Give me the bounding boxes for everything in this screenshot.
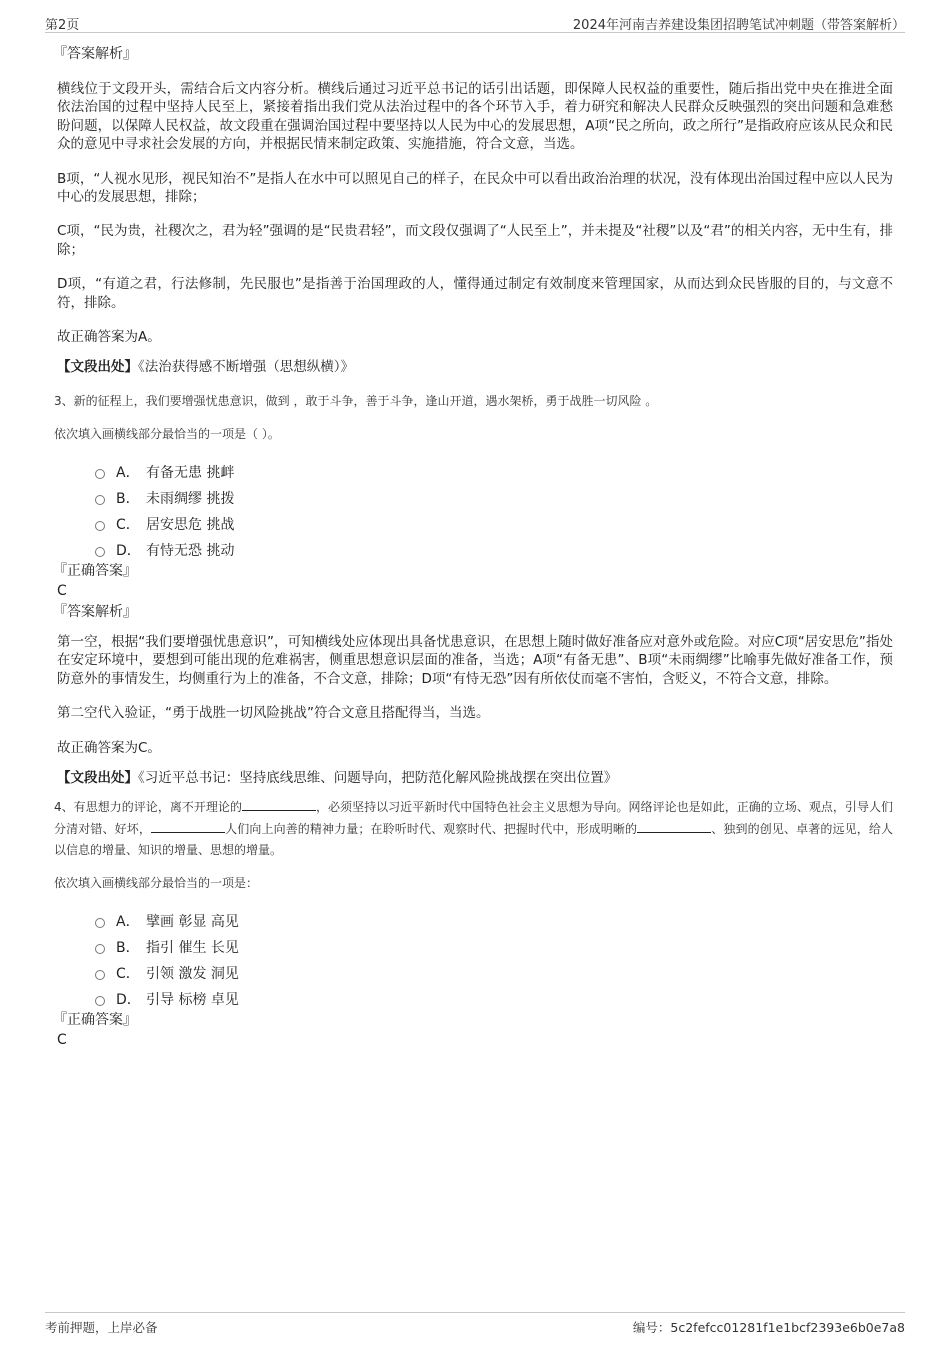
page-footer <box>45 1312 905 1335</box>
q2-analysis-paragraph: D项，“有道之君，行法修制，先民服也”是指善于治国理政的人，懂得通过制定有效制度来管理国家，从而达到众民皆服的目的，与文意不符，排除。 <box>57 276 893 311</box>
radio-icon[interactable] <box>95 469 105 479</box>
page-number: 第2页 <box>45 18 80 33</box>
q3-correct-label: 『正确答案』 <box>53 562 137 579</box>
option-a[interactable]: A． 有备无患 挑衅 <box>95 459 893 485</box>
q2-source-text: 《法治获得感不断增强（思想纵横）》 <box>138 359 354 376</box>
option-a[interactable]: A． 擘画 彰显 高见 <box>95 908 893 934</box>
q4-correct-value: C <box>57 1031 67 1048</box>
q3-source <box>57 769 893 788</box>
page-header <box>45 10 905 33</box>
option-b[interactable]: B． 指引 催生 长见 <box>95 934 893 960</box>
document-title: 2024年河南吉养建设集团招聘笔试冲刺题（带答案解析） <box>572 18 905 33</box>
radio-icon[interactable] <box>95 918 105 928</box>
q3-options <box>95 459 893 563</box>
q3-stem: 3、新的征程上，我们要增强忧患意识，做到 ，敢于斗争，善于斗争，逢山开道，遇水架桥，勇于战胜一切风险 。 <box>54 394 658 409</box>
q4-instruction: 依次填入画横线部分最恰当的一项是： <box>54 875 259 890</box>
option-b[interactable]: B． 未雨绸缪 挑拨 <box>95 485 893 511</box>
q2-analysis-paragraph: 横线位于文段开头，需结合后文内容分析。横线后通过习近平总书记的话引出话题，即保障人民权益的重要性，随后指出党中央在推进全面依法治国的过程中坚持人民至上，紧接着指出我们党从法治过程中的各个环节入手，着力研究和解决人民群众反映强烈的突出问题和急难愁盼问题，以保障人民权益，故文段重在强调治国过程中要坚持以人民为中心的发展思想，A项“民之所向，政之所行”是指政府应该从民众和民众的意见中寻求社会发展的方向，并根据民情来制定政策、实施措施，符合文意，当选。 <box>57 81 893 153</box>
page-content <box>53 44 893 1049</box>
q4-options <box>95 908 893 1012</box>
fill-blank <box>242 798 316 811</box>
q2-analysis-label: 『答案解析』 <box>53 46 137 62</box>
option-d[interactable]: D． 引导 标榜 卓见 <box>95 986 893 1012</box>
radio-icon[interactable] <box>95 970 105 980</box>
option-d[interactable]: D． 有恃无恐 挑动 <box>95 537 893 563</box>
q3-analysis-paragraph: 第二空代入验证，“勇于战胜一切风险挑战”符合文意且搭配得当，当选。 <box>57 705 490 722</box>
radio-icon[interactable] <box>95 521 105 531</box>
q3-source-text: 《习近平总书记：坚持底线思维、问题导向，把防范化解风险挑战摆在突出位置》 <box>138 770 618 786</box>
q2-analysis-paragraph: C项，“民为贵，社稷次之，君为轻”强调的是“民贵君轻”，而文段仅强调了“人民至上”，并未提及“社稷”以及“君”的相关内容，无中生有，排除； <box>57 223 893 258</box>
radio-icon[interactable] <box>95 547 105 557</box>
q3-analysis-label: 『答案解析』 <box>53 603 137 620</box>
q3-source-label: 【文段出处】 <box>57 770 138 786</box>
q4-correct-label: 『正确答案』 <box>53 1011 137 1028</box>
footer-serial: 编号：5c2fefcc01281f1e1bcf2393e6b0e7a8 <box>632 1320 905 1335</box>
option-c[interactable]: C． 引领 激发 洞见 <box>95 960 893 986</box>
fill-blank <box>637 820 711 833</box>
radio-icon[interactable] <box>95 944 105 954</box>
radio-icon[interactable] <box>95 996 105 1006</box>
q2-source <box>57 358 893 377</box>
radio-icon[interactable] <box>95 495 105 505</box>
q2-source-label: 【文段出处】 <box>57 359 138 376</box>
footer-slogan: 考前押题，上岸必备 <box>45 1320 158 1335</box>
q3-conclusion: 故正确答案为C。 <box>57 739 161 756</box>
q3-analysis-paragraph: 第一空，根据“我们要增强忧患意识”，可知横线处应体现出具备忧患意识，在思想上随时做好准备应对意外或危险。对应C项“居安思危”指处在安定环境中，要想到可能出现的危难祸害，侧重思想意识层面的准备，当选；A项“有备无患”、B项“未雨绸缪”比喻事先做好准备工作，预防意外的事情发生，均侧重行为上的准备，不合文意，排除；D项“有恃无恐”因有所依仗而毫不害怕，含贬义，不符合文意，排除。 <box>57 633 893 687</box>
q3-instruction: 依次填入画横线部分最恰当的一项是（ ）。 <box>54 426 280 441</box>
option-c[interactable]: C． 居安思危 挑战 <box>95 511 893 537</box>
q4-stem: 4、有思想力的评论，离不开理论的 ，必须坚持以习近平新时代中国特色社会主义思想为导向。网络评论也是如此，正确的立场、观点，引导人们分清对错、好坏， 人们向上向善的精神力量；在聆听时代、观察时代、把握时代中，形成明晰的 、独到的创见、卓著的远见，给人以信息的增量、知识的增量、思想的增量。 <box>54 800 893 857</box>
q3-correct-value: C <box>57 582 67 599</box>
fill-blank <box>151 820 225 833</box>
q2-conclusion: 故正确答案为A。 <box>57 329 161 346</box>
q2-analysis-paragraph: B项，“人视水见形，视民知治不”是指人在水中可以照见自己的样子，在民众中可以看出政治治理的状况，没有体现出治国过程中应以人民为中心的发展思想，排除； <box>57 170 893 206</box>
